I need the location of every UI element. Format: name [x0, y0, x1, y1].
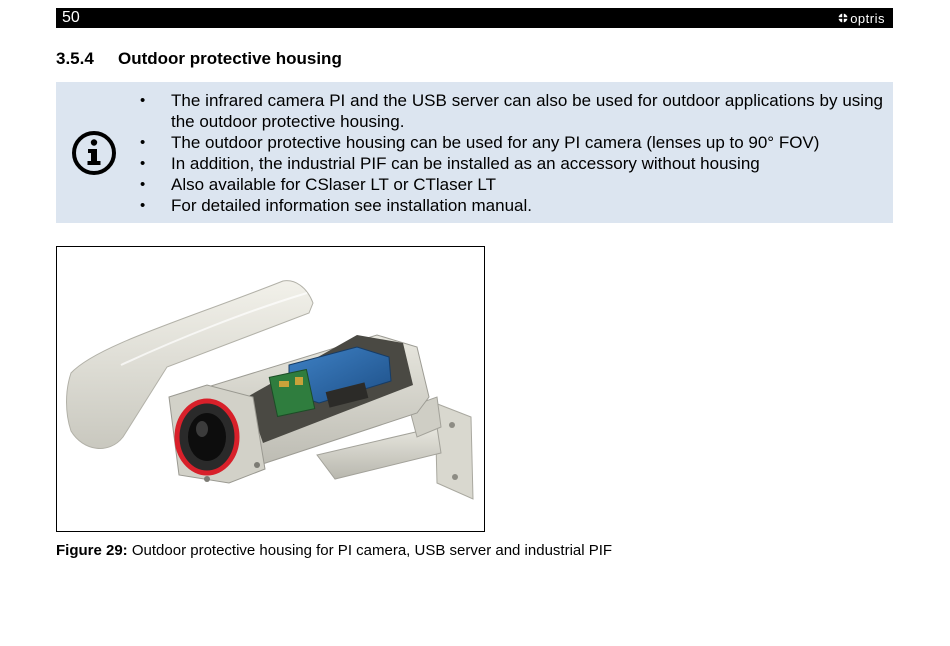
info-item: • The outdoor protective housing can be used for any PI camera (lenses up to 90° FOV) — [138, 132, 883, 153]
info-item: • The infrared camera PI and the USB server can also be used for outdoor applications by using the outdoor protective housing. — [138, 90, 883, 132]
info-list — [138, 90, 883, 216]
figure-caption-text: Outdoor protective housing for PI camera, USB server and industrial PIF — [131, 542, 613, 559]
section-number: 3.5.4 — [56, 49, 94, 68]
page-header — [56, 8, 893, 28]
section-title: Outdoor protective housing — [118, 49, 342, 68]
optris-logo — [838, 11, 885, 26]
section-heading — [56, 49, 342, 69]
logo-text: optris — [850, 10, 885, 26]
logo-mark-icon — [838, 13, 848, 23]
page-number: 50 — [62, 9, 80, 26]
info-box — [56, 82, 893, 223]
info-item: • For detailed information see installation manual. — [138, 195, 883, 216]
figure-caption — [56, 542, 612, 559]
figure-frame — [56, 246, 485, 532]
info-item: • In addition, the industrial PIF can be installed as an accessory without housing — [138, 153, 883, 174]
info-item: • Also available for CSlaser LT or CTlaser LT — [138, 174, 883, 195]
outdoor-housing-illustration — [57, 247, 484, 531]
figure-label: Figure 29: — [56, 542, 128, 559]
info-icon — [71, 130, 117, 176]
